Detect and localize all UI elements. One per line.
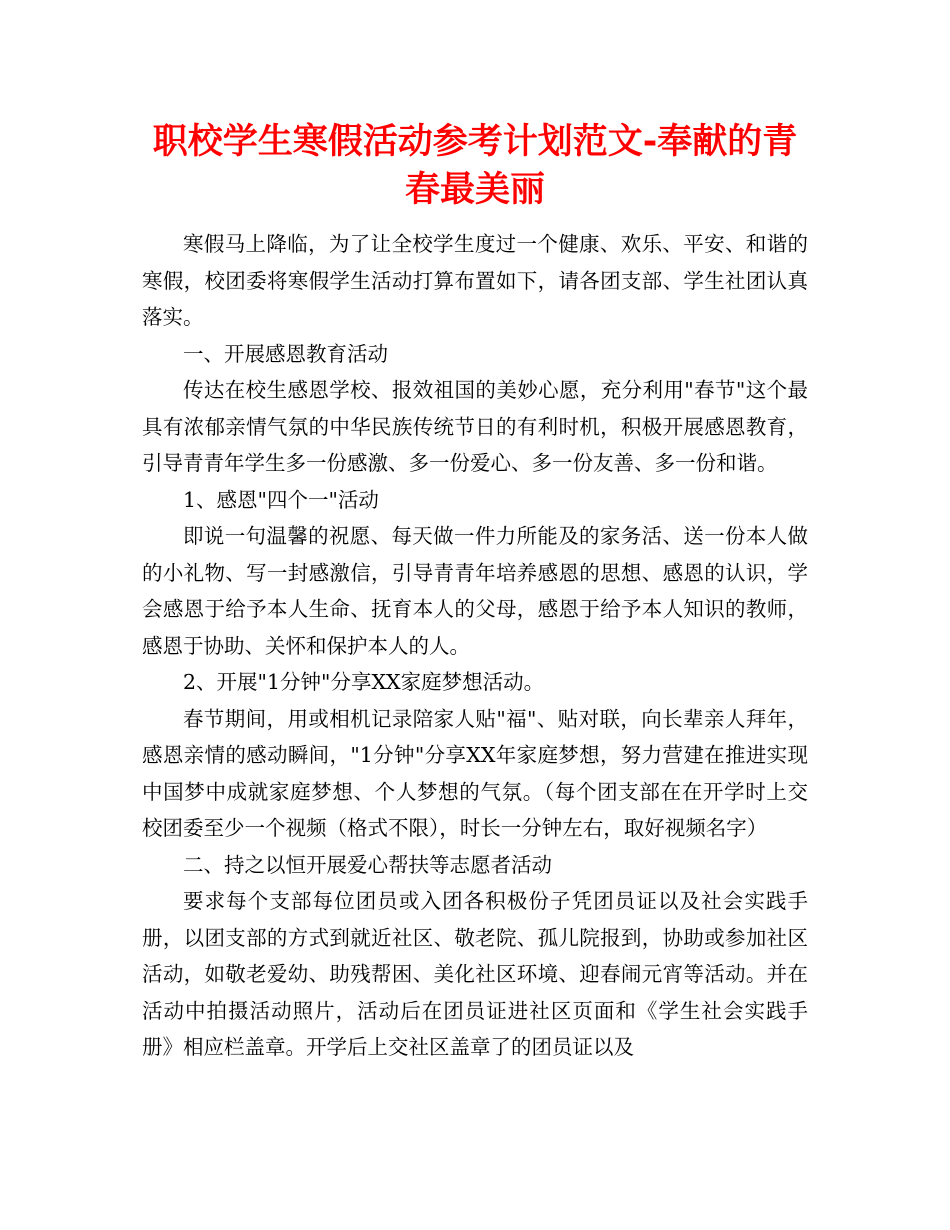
subheading-four-ones: 1、感恩"四个一"活动 xyxy=(183,487,379,512)
section-heading-volunteer: 二、持之以恒开展爱心帮扶等志愿者活动 xyxy=(183,852,552,877)
paragraph-volunteer: 要求每个支部每位团员或入团各积极份子凭团员证以及社会实践手册，以团支部的方式到就近社区、敬老院、孤儿院报到，协助或参加社区活动，如敬老爱幼、助残帮困、美化社区环境、迎春闹元宵等活动。并在活动中拍摄活动照片，活动后在团员证进社区页面和《学生社会实践手册》相应栏盖章。开学后上交社区盖章了的团员证以及 xyxy=(142,889,808,1059)
section-heading-gratitude: 一、开展感恩教育活动 xyxy=(183,341,388,366)
paragraph-intro: 寒假马上降临，为了让全校学生度过一个健康、欢乐、平安、和谐的寒假，校团委将寒假学生活动打算布置如下，请各团支部、学生社团认真落实。 xyxy=(142,232,808,329)
document-title: 职校学生寒假活动参考计划范文-奉献的青春最美丽 xyxy=(152,122,798,210)
paragraph-four-ones: 即说一句温馨的祝愿、每天做一件力所能及的家务活、送一份本人做的小礼物、写一封感激信，引导青青年培养感恩的思想、感恩的认识，学会感恩于给予本人生命、抚育本人的父母，感恩于给予本人知识的教师，感恩于协助、关怀和保护本人的人。 xyxy=(142,524,808,658)
paragraph-gratitude: 传达在校生感恩学校、报效祖国的美妙心愿，充分利用"春节"这个最具有浓郁亲情气氛的中华民族传统节日的有利时机，积极开展感恩教育，引导青青年学生多一份感激、多一份爱心、多一份友善、多一份和谐。 xyxy=(142,378,808,475)
paragraph-one-minute: 春节期间，用或相机记录陪家人贴"福"、贴对联，向长辈亲人拜年，感恩亲情的感动瞬间，"1分钟"分享XX年家庭梦想，努力营建在推进实现中国梦中成就家庭梦想、个人梦想的气氛。（每个团支部在在开学时上交校团委至少一个视频（格式不限），时长一分钟左右，取好视频名字） xyxy=(142,706,808,840)
subheading-one-minute: 2、开展"1分钟"分享XX家庭梦想活动。 xyxy=(183,670,545,694)
document-body xyxy=(142,226,808,1066)
